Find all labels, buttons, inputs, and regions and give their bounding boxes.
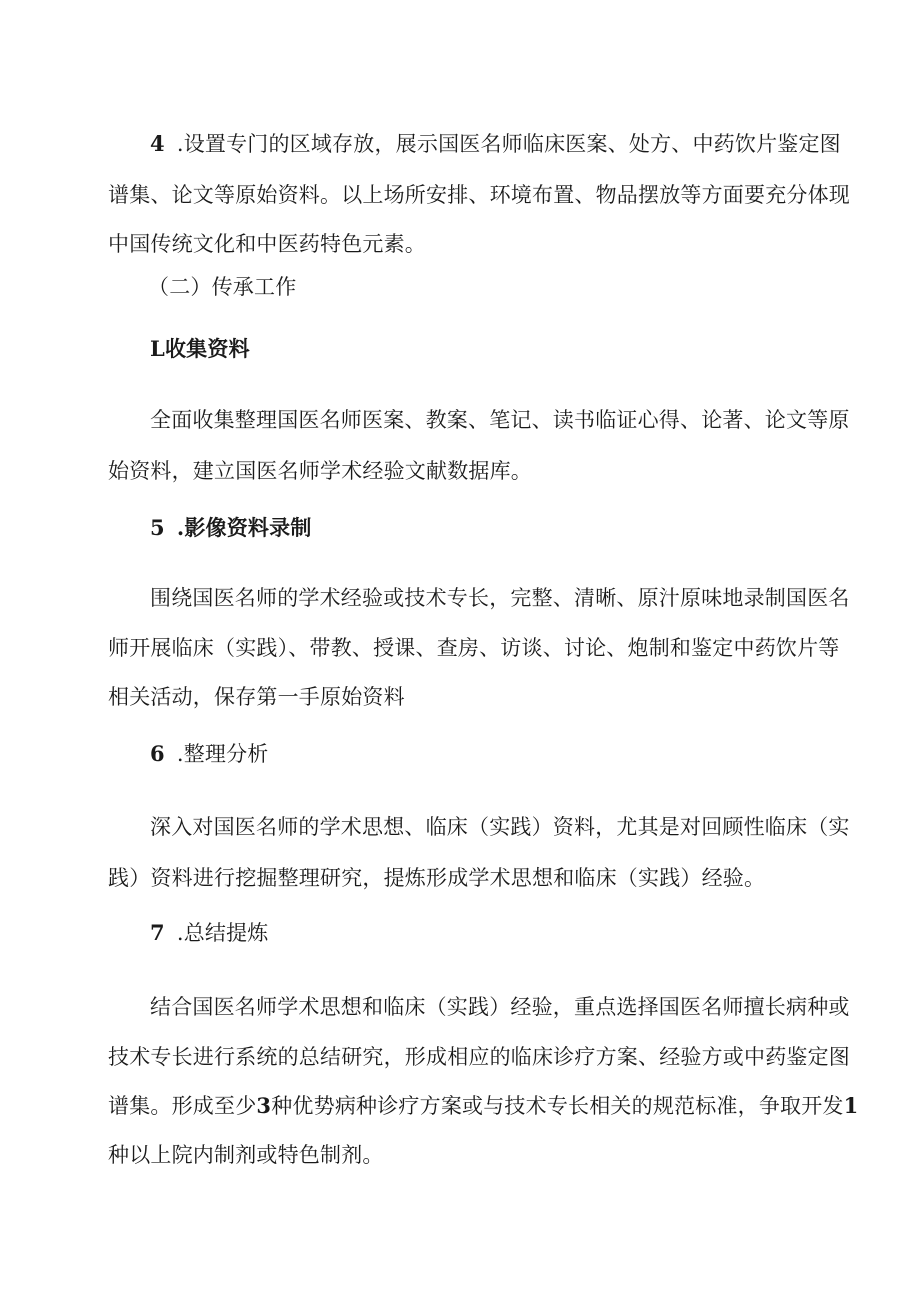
item6-line1: 深入对国医名师的学术思想、临床（实践）资料，尤其是对回顾性临床（实 [150,815,850,839]
item7-line2: 技术专长进行系统的总结研究，形成相应的临床诊疗方案、经验方或中药鉴定图 [108,1045,850,1069]
item1-line2: 始资料，建立国医名师学术经验文献数据库。 [108,459,532,483]
item4-line2: 谱集、论文等原始资料。以上场所安排、环境布置、物品摆放等方面要充分体现 [108,183,850,207]
item7-heading-text: .总结提炼 [176,921,269,945]
item5-line2: 师开展临床（实践）、带教、授课、查房、访谈、讨论、炮制和鉴定中药饮片等 [108,636,840,660]
item5-line1: 围绕国医名师的学术经验或技术专长，完整、清晰、原汁原味地录制国医名 [150,586,850,610]
item7-line3 [108,1092,858,1120]
item5-heading [150,514,312,542]
item7-line3-b: 种优势病种诊疗方案或与技术专长相关的规范标准，争取开发 [271,1094,844,1118]
item7-line3-num1: 3 [256,1093,272,1118]
item1-heading: L收集资料 [150,336,250,361]
item5-line3: 相关活动，保存第一手原始资料 [108,685,405,709]
item7-line3-num2: 1 [843,1093,859,1118]
item6-heading-text: .整理分析 [176,742,269,766]
item7-heading [150,919,269,947]
item4-number: 4 [150,131,165,156]
item7-line3-a: 谱集。形成至少 [108,1094,257,1118]
item6-heading [150,740,269,768]
item7-number: 7 [150,920,165,945]
section-heading-inheritance: （二）传承工作 [148,275,297,299]
item4-line3: 中国传统文化和中医药特色元素。 [108,232,426,256]
item4-text-1: .设置专门的区域存放，展示国医名师临床医案、处方、中药饮片鉴定图 [176,132,841,156]
item4-line1 [150,130,841,158]
item5-number: 5 [150,515,165,540]
item7-line1: 结合国医名师学术思想和临床（实践）经验，重点选择国医名师擅长病种或 [150,995,850,1019]
item7-line4: 种以上院内制剂或特色制剂。 [108,1143,384,1167]
item6-number: 6 [150,741,165,766]
item1-line1: 全面收集整理国医名师医案、教案、笔记、读书临证心得、论著、论文等原 [150,408,850,432]
item6-line2: 践）资料进行挖掘整理研究，提炼形成学术思想和临床（实践）经验。 [108,866,766,890]
item5-heading-text: .影像资料录制 [176,515,312,540]
